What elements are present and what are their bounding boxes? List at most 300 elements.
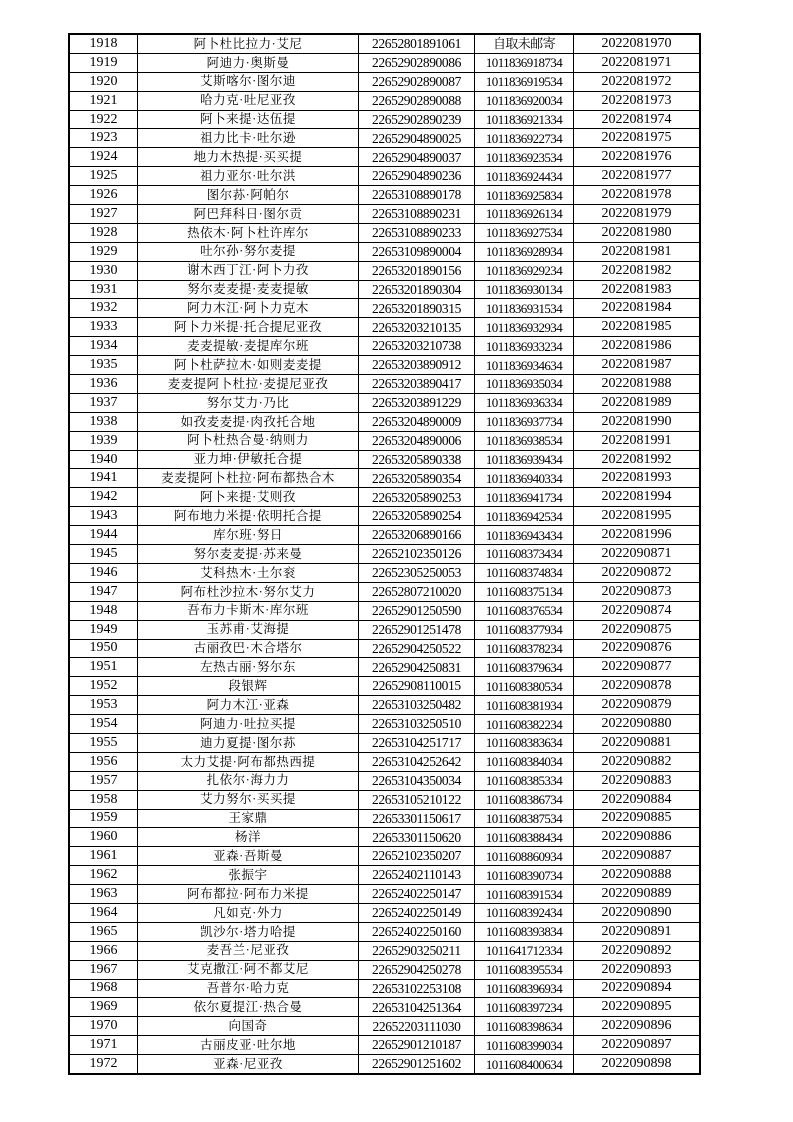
table-row	[69, 261, 700, 280]
id-number-cell: 22653203210135	[359, 318, 475, 337]
batch-number-cell: 2022081977	[574, 167, 701, 186]
batch-number-cell: 2022090892	[574, 941, 701, 960]
table-row	[69, 1036, 700, 1055]
id-number-cell: 22652801891061	[359, 34, 475, 53]
mail-tracking-cell: 1011836941734	[475, 488, 574, 507]
table-row	[69, 847, 700, 866]
person-name-cell: 亚森·吾斯曼	[138, 847, 359, 866]
sequence-number-cell: 1939	[69, 431, 138, 450]
table-row	[69, 318, 700, 337]
person-name-cell: 凡如克·外力	[138, 903, 359, 922]
table-row	[69, 412, 700, 431]
table-row	[69, 885, 700, 904]
table-row	[69, 677, 700, 696]
table-row	[69, 998, 700, 1017]
mail-tracking-cell: 1011836925834	[475, 186, 574, 205]
sequence-number-cell: 1922	[69, 110, 138, 129]
id-number-cell: 22653109890004	[359, 242, 475, 261]
person-name-cell: 阿布地力米提·依明托合提	[138, 507, 359, 526]
id-number-cell: 22653205890354	[359, 469, 475, 488]
mail-tracking-cell: 1011836942534	[475, 507, 574, 526]
person-name-cell: 古丽皮亚·吐尔地	[138, 1036, 359, 1055]
mail-tracking-cell: 1011608380534	[475, 677, 574, 696]
batch-number-cell: 2022090883	[574, 771, 701, 790]
batch-number-cell: 2022081981	[574, 242, 701, 261]
person-name-cell: 玉苏甫·艾海提	[138, 620, 359, 639]
records-table	[68, 33, 701, 1075]
mail-tracking-cell: 1011608396934	[475, 979, 574, 998]
person-name-cell: 阿卜来提·艾则孜	[138, 488, 359, 507]
sequence-number-cell: 1971	[69, 1036, 138, 1055]
mail-tracking-cell: 1011608387534	[475, 809, 574, 828]
id-number-cell: 22653102253108	[359, 979, 475, 998]
person-name-cell: 古丽孜巴·木合塔尔	[138, 639, 359, 658]
table-row	[69, 601, 700, 620]
table-row	[69, 223, 700, 242]
batch-number-cell: 2022090880	[574, 715, 701, 734]
sequence-number-cell: 1959	[69, 809, 138, 828]
sequence-number-cell: 1940	[69, 450, 138, 469]
id-number-cell: 22652402250147	[359, 885, 475, 904]
person-name-cell: 吾布力卡斯木·库尔班	[138, 601, 359, 620]
id-number-cell: 22653104350034	[359, 771, 475, 790]
mail-tracking-cell: 1011608397234	[475, 998, 574, 1017]
batch-number-cell: 2022090873	[574, 582, 701, 601]
sequence-number-cell: 1935	[69, 356, 138, 375]
table-row	[69, 658, 700, 677]
mail-tracking-cell: 1011836923534	[475, 148, 574, 167]
mail-tracking-cell: 1011836927534	[475, 223, 574, 242]
mail-tracking-cell: 1011608374834	[475, 563, 574, 582]
id-number-cell: 22652904890236	[359, 167, 475, 186]
mail-tracking-cell: 1011836932934	[475, 318, 574, 337]
mail-tracking-cell: 1011836919534	[475, 72, 574, 91]
mail-tracking-cell: 1011608375134	[475, 582, 574, 601]
id-number-cell: 22652102350126	[359, 545, 475, 564]
sequence-number-cell: 1929	[69, 242, 138, 261]
person-name-cell: 扎依尔·海力力	[138, 771, 359, 790]
table-row	[69, 507, 700, 526]
sequence-number-cell: 1961	[69, 847, 138, 866]
person-name-cell: 阿卜杜比拉力·艾尼	[138, 34, 359, 53]
table-row	[69, 242, 700, 261]
sequence-number-cell: 1958	[69, 790, 138, 809]
mail-tracking-cell: 1011608399034	[475, 1036, 574, 1055]
person-name-cell: 阿卜杜萨拉木·如则麦麦提	[138, 356, 359, 375]
person-name-cell: 阿卜杜热合曼·纳则力	[138, 431, 359, 450]
sequence-number-cell: 1960	[69, 828, 138, 847]
mail-tracking-cell: 1011608395534	[475, 960, 574, 979]
table-row	[69, 469, 700, 488]
sequence-number-cell: 1927	[69, 205, 138, 224]
table-row	[69, 299, 700, 318]
batch-number-cell: 2022081985	[574, 318, 701, 337]
sequence-number-cell: 1937	[69, 393, 138, 412]
id-number-cell: 22653203891229	[359, 393, 475, 412]
person-name-cell: 谢木西丁江·阿卜力孜	[138, 261, 359, 280]
sequence-number-cell: 1949	[69, 620, 138, 639]
person-name-cell: 左热古丽·努尔东	[138, 658, 359, 677]
sequence-number-cell: 1946	[69, 563, 138, 582]
mail-tracking-cell: 1011608383634	[475, 733, 574, 752]
sequence-number-cell: 1944	[69, 526, 138, 545]
mail-tracking-cell: 1011836918734	[475, 53, 574, 72]
sequence-number-cell: 1932	[69, 299, 138, 318]
batch-number-cell: 2022090884	[574, 790, 701, 809]
id-number-cell: 22652903250211	[359, 941, 475, 960]
batch-number-cell: 2022090874	[574, 601, 701, 620]
id-number-cell: 22653108890231	[359, 205, 475, 224]
batch-number-cell: 2022081990	[574, 412, 701, 431]
table-row	[69, 696, 700, 715]
table-row	[69, 620, 700, 639]
sequence-number-cell: 1947	[69, 582, 138, 601]
person-name-cell: 哈力克·吐尼亚孜	[138, 91, 359, 110]
table-row	[69, 186, 700, 205]
table-row	[69, 545, 700, 564]
batch-number-cell: 2022090881	[574, 733, 701, 752]
sequence-number-cell: 1945	[69, 545, 138, 564]
table-row	[69, 828, 700, 847]
sequence-number-cell: 1925	[69, 167, 138, 186]
id-number-cell: 22653201890156	[359, 261, 475, 280]
sequence-number-cell: 1948	[69, 601, 138, 620]
batch-number-cell: 2022081972	[574, 72, 701, 91]
sequence-number-cell: 1928	[69, 223, 138, 242]
person-name-cell: 阿巴拜科日·图尔贡	[138, 205, 359, 224]
id-number-cell: 22652402110143	[359, 866, 475, 885]
table-row	[69, 280, 700, 299]
mail-tracking-cell: 1011836924434	[475, 167, 574, 186]
mail-tracking-cell: 1011836928934	[475, 242, 574, 261]
batch-number-cell: 2022081978	[574, 186, 701, 205]
mail-tracking-cell: 1011836934634	[475, 356, 574, 375]
table-row	[69, 809, 700, 828]
table-row	[69, 771, 700, 790]
batch-number-cell: 2022090882	[574, 752, 701, 771]
mail-tracking-cell: 1011836929234	[475, 261, 574, 280]
person-name-cell: 张振宇	[138, 866, 359, 885]
mail-tracking-cell: 1011608392434	[475, 903, 574, 922]
batch-number-cell: 2022090895	[574, 998, 701, 1017]
sequence-number-cell: 1936	[69, 375, 138, 394]
id-number-cell: 22652901250590	[359, 601, 475, 620]
table-row	[69, 960, 700, 979]
id-number-cell: 22652901210187	[359, 1036, 475, 1055]
mail-tracking-cell: 1011836920034	[475, 91, 574, 110]
table-row	[69, 488, 700, 507]
person-name-cell: 如孜麦麦提·肉孜托合地	[138, 412, 359, 431]
id-number-cell: 22653301150620	[359, 828, 475, 847]
person-name-cell: 吾普尔·哈力克	[138, 979, 359, 998]
mail-tracking-cell: 1011836938534	[475, 431, 574, 450]
person-name-cell: 祖力亚尔·吐尔洪	[138, 167, 359, 186]
table-row	[69, 1055, 700, 1074]
id-number-cell: 22653201890315	[359, 299, 475, 318]
batch-number-cell: 2022081992	[574, 450, 701, 469]
id-number-cell: 22653205890338	[359, 450, 475, 469]
table-row	[69, 563, 700, 582]
id-number-cell: 22653206890166	[359, 526, 475, 545]
person-name-cell: 凯沙尔·塔力哈提	[138, 922, 359, 941]
mail-tracking-cell: 1011836931534	[475, 299, 574, 318]
batch-number-cell: 2022081975	[574, 129, 701, 148]
mail-tracking-cell: 1011608379634	[475, 658, 574, 677]
table-row	[69, 450, 700, 469]
person-name-cell: 阿布杜沙拉木·努尔艾力	[138, 582, 359, 601]
mail-tracking-cell: 1011608381934	[475, 696, 574, 715]
mail-tracking-cell: 1011608860934	[475, 847, 574, 866]
person-name-cell: 艾克撒江·阿不都艾尼	[138, 960, 359, 979]
batch-number-cell: 2022081993	[574, 469, 701, 488]
person-name-cell: 麦麦提敏·麦提库尔班	[138, 337, 359, 356]
table-row	[69, 941, 700, 960]
person-name-cell: 迪力夏提·图尔荪	[138, 733, 359, 752]
table-row	[69, 148, 700, 167]
table-row	[69, 34, 700, 53]
sequence-number-cell: 1938	[69, 412, 138, 431]
sequence-number-cell: 1934	[69, 337, 138, 356]
sequence-number-cell: 1952	[69, 677, 138, 696]
batch-number-cell: 2022081991	[574, 431, 701, 450]
id-number-cell: 22652904890037	[359, 148, 475, 167]
table-row	[69, 431, 700, 450]
batch-number-cell: 2022081974	[574, 110, 701, 129]
batch-number-cell: 2022090896	[574, 1017, 701, 1036]
mail-tracking-cell: 自取未邮寄	[475, 34, 574, 53]
batch-number-cell: 2022090891	[574, 922, 701, 941]
sequence-number-cell: 1966	[69, 941, 138, 960]
mail-tracking-cell: 1011836939434	[475, 450, 574, 469]
id-number-cell: 22652902890088	[359, 91, 475, 110]
id-number-cell: 22652901251478	[359, 620, 475, 639]
sequence-number-cell: 1963	[69, 885, 138, 904]
batch-number-cell: 2022081995	[574, 507, 701, 526]
sequence-number-cell: 1931	[69, 280, 138, 299]
id-number-cell: 22653103250510	[359, 715, 475, 734]
person-name-cell: 阿迪力·奥斯曼	[138, 53, 359, 72]
person-name-cell: 依尔夏提江·热合曼	[138, 998, 359, 1017]
person-name-cell: 艾力努尔·买买提	[138, 790, 359, 809]
person-name-cell: 图尔荪·阿帕尔	[138, 186, 359, 205]
sequence-number-cell: 1943	[69, 507, 138, 526]
id-number-cell: 22652901251602	[359, 1055, 475, 1074]
batch-number-cell: 2022081984	[574, 299, 701, 318]
batch-number-cell: 2022090876	[574, 639, 701, 658]
sequence-number-cell: 1926	[69, 186, 138, 205]
mail-tracking-cell: 1011836933234	[475, 337, 574, 356]
batch-number-cell: 2022090889	[574, 885, 701, 904]
table-row	[69, 715, 700, 734]
mail-tracking-cell: 1011608398634	[475, 1017, 574, 1036]
batch-number-cell: 2022081986	[574, 337, 701, 356]
person-name-cell: 亚力坤·伊敏托合提	[138, 450, 359, 469]
id-number-cell: 22652402250149	[359, 903, 475, 922]
sequence-number-cell: 1921	[69, 91, 138, 110]
batch-number-cell: 2022090872	[574, 563, 701, 582]
person-name-cell: 亚森·尼亚孜	[138, 1055, 359, 1074]
table-row	[69, 129, 700, 148]
batch-number-cell: 2022081971	[574, 53, 701, 72]
sequence-number-cell: 1920	[69, 72, 138, 91]
mail-tracking-cell: 1011641712334	[475, 941, 574, 960]
id-number-cell: 22652807210020	[359, 582, 475, 601]
batch-number-cell: 2022090878	[574, 677, 701, 696]
sequence-number-cell: 1924	[69, 148, 138, 167]
person-name-cell: 库尔班·努日	[138, 526, 359, 545]
batch-number-cell: 2022090886	[574, 828, 701, 847]
person-name-cell: 向国奇	[138, 1017, 359, 1036]
person-name-cell: 努尔麦麦提·苏来曼	[138, 545, 359, 564]
id-number-cell: 22652904250831	[359, 658, 475, 677]
person-name-cell: 祖力比卡·吐尔逊	[138, 129, 359, 148]
table-row	[69, 866, 700, 885]
sequence-number-cell: 1972	[69, 1055, 138, 1074]
table-row	[69, 526, 700, 545]
id-number-cell: 22653204890006	[359, 431, 475, 450]
table-row	[69, 356, 700, 375]
table-row	[69, 91, 700, 110]
table-row	[69, 1017, 700, 1036]
table-row	[69, 167, 700, 186]
person-name-cell: 努尔艾力·乃比	[138, 393, 359, 412]
mail-tracking-cell: 1011836943434	[475, 526, 574, 545]
person-name-cell: 段银辉	[138, 677, 359, 696]
table-row	[69, 790, 700, 809]
sequence-number-cell: 1930	[69, 261, 138, 280]
id-number-cell: 22652902890086	[359, 53, 475, 72]
id-number-cell: 22653105210122	[359, 790, 475, 809]
id-number-cell: 22653104251717	[359, 733, 475, 752]
id-number-cell: 22652305250053	[359, 563, 475, 582]
person-name-cell: 阿力木江·阿卜力克木	[138, 299, 359, 318]
batch-number-cell: 2022081983	[574, 280, 701, 299]
table-row	[69, 922, 700, 941]
mail-tracking-cell: 1011836922734	[475, 129, 574, 148]
person-name-cell: 杨洋	[138, 828, 359, 847]
id-number-cell: 22653205890253	[359, 488, 475, 507]
batch-number-cell: 2022090871	[574, 545, 701, 564]
id-number-cell: 22652904250278	[359, 960, 475, 979]
mail-tracking-cell: 1011608390734	[475, 866, 574, 885]
sequence-number-cell: 1970	[69, 1017, 138, 1036]
sequence-number-cell: 1965	[69, 922, 138, 941]
id-number-cell: 22653203890912	[359, 356, 475, 375]
table-row	[69, 375, 700, 394]
batch-number-cell: 2022090877	[574, 658, 701, 677]
mail-tracking-cell: 1011608373434	[475, 545, 574, 564]
mail-tracking-cell: 1011836930134	[475, 280, 574, 299]
id-number-cell: 22652902890087	[359, 72, 475, 91]
id-number-cell: 22652402250160	[359, 922, 475, 941]
person-name-cell: 吐尔孙·努尔麦提	[138, 242, 359, 261]
sequence-number-cell: 1941	[69, 469, 138, 488]
id-number-cell: 22653203890417	[359, 375, 475, 394]
sequence-number-cell: 1964	[69, 903, 138, 922]
batch-number-cell: 2022081996	[574, 526, 701, 545]
mail-tracking-cell: 1011836937734	[475, 412, 574, 431]
sequence-number-cell: 1967	[69, 960, 138, 979]
person-name-cell: 艾科热木·土尔衮	[138, 563, 359, 582]
person-name-cell: 艾斯喀尔·图尔迪	[138, 72, 359, 91]
batch-number-cell: 2022081970	[574, 34, 701, 53]
mail-tracking-cell: 1011836921334	[475, 110, 574, 129]
sequence-number-cell: 1918	[69, 34, 138, 53]
person-name-cell: 阿迪力·吐拉买提	[138, 715, 359, 734]
mail-tracking-cell: 1011608384034	[475, 752, 574, 771]
batch-number-cell: 2022081994	[574, 488, 701, 507]
table-row	[69, 752, 700, 771]
person-name-cell: 麦吾兰·尼亚孜	[138, 941, 359, 960]
person-name-cell: 阿力木江·亚森	[138, 696, 359, 715]
sequence-number-cell: 1951	[69, 658, 138, 677]
sequence-number-cell: 1950	[69, 639, 138, 658]
person-name-cell: 地力木热提·买买提	[138, 148, 359, 167]
id-number-cell: 22653203210738	[359, 337, 475, 356]
mail-tracking-cell: 1011608377934	[475, 620, 574, 639]
table-row	[69, 393, 700, 412]
batch-number-cell: 2022081988	[574, 375, 701, 394]
id-number-cell: 22652102350207	[359, 847, 475, 866]
batch-number-cell: 2022081973	[574, 91, 701, 110]
mail-tracking-cell: 1011836926134	[475, 205, 574, 224]
sequence-number-cell: 1923	[69, 129, 138, 148]
batch-number-cell: 2022090897	[574, 1036, 701, 1055]
person-name-cell: 王家鼎	[138, 809, 359, 828]
person-name-cell: 阿布都拉·阿布力米提	[138, 885, 359, 904]
sequence-number-cell: 1954	[69, 715, 138, 734]
mail-tracking-cell: 1011608393834	[475, 922, 574, 941]
person-name-cell: 麦麦提阿卜杜拉·麦提尼亚孜	[138, 375, 359, 394]
id-number-cell: 22653104252642	[359, 752, 475, 771]
person-name-cell: 阿卜来提·达伍提	[138, 110, 359, 129]
mail-tracking-cell: 1011608388434	[475, 828, 574, 847]
batch-number-cell: 2022090894	[574, 979, 701, 998]
id-number-cell: 22652904250522	[359, 639, 475, 658]
table-row	[69, 337, 700, 356]
sequence-number-cell: 1953	[69, 696, 138, 715]
batch-number-cell: 2022081976	[574, 148, 701, 167]
sequence-number-cell: 1968	[69, 979, 138, 998]
table-row	[69, 903, 700, 922]
mail-tracking-cell: 1011608378234	[475, 639, 574, 658]
batch-number-cell: 2022081979	[574, 205, 701, 224]
sequence-number-cell: 1942	[69, 488, 138, 507]
batch-number-cell: 2022090890	[574, 903, 701, 922]
mail-tracking-cell: 1011836935034	[475, 375, 574, 394]
batch-number-cell: 2022090885	[574, 809, 701, 828]
mail-tracking-cell: 1011608386734	[475, 790, 574, 809]
mail-tracking-cell: 1011836940334	[475, 469, 574, 488]
id-number-cell: 22653108890178	[359, 186, 475, 205]
id-number-cell: 22652902890239	[359, 110, 475, 129]
mail-tracking-cell: 1011608391534	[475, 885, 574, 904]
table-row	[69, 639, 700, 658]
id-number-cell: 22652908110015	[359, 677, 475, 696]
id-number-cell: 22653108890233	[359, 223, 475, 242]
table-row	[69, 110, 700, 129]
sequence-number-cell: 1955	[69, 733, 138, 752]
mail-tracking-cell: 1011608382234	[475, 715, 574, 734]
sequence-number-cell: 1956	[69, 752, 138, 771]
person-name-cell: 努尔麦麦提·麦麦提敏	[138, 280, 359, 299]
table-row	[69, 72, 700, 91]
table-row	[69, 53, 700, 72]
sequence-number-cell: 1957	[69, 771, 138, 790]
person-name-cell: 太力艾提·阿布都热西提	[138, 752, 359, 771]
batch-number-cell: 2022081989	[574, 393, 701, 412]
table-row	[69, 205, 700, 224]
